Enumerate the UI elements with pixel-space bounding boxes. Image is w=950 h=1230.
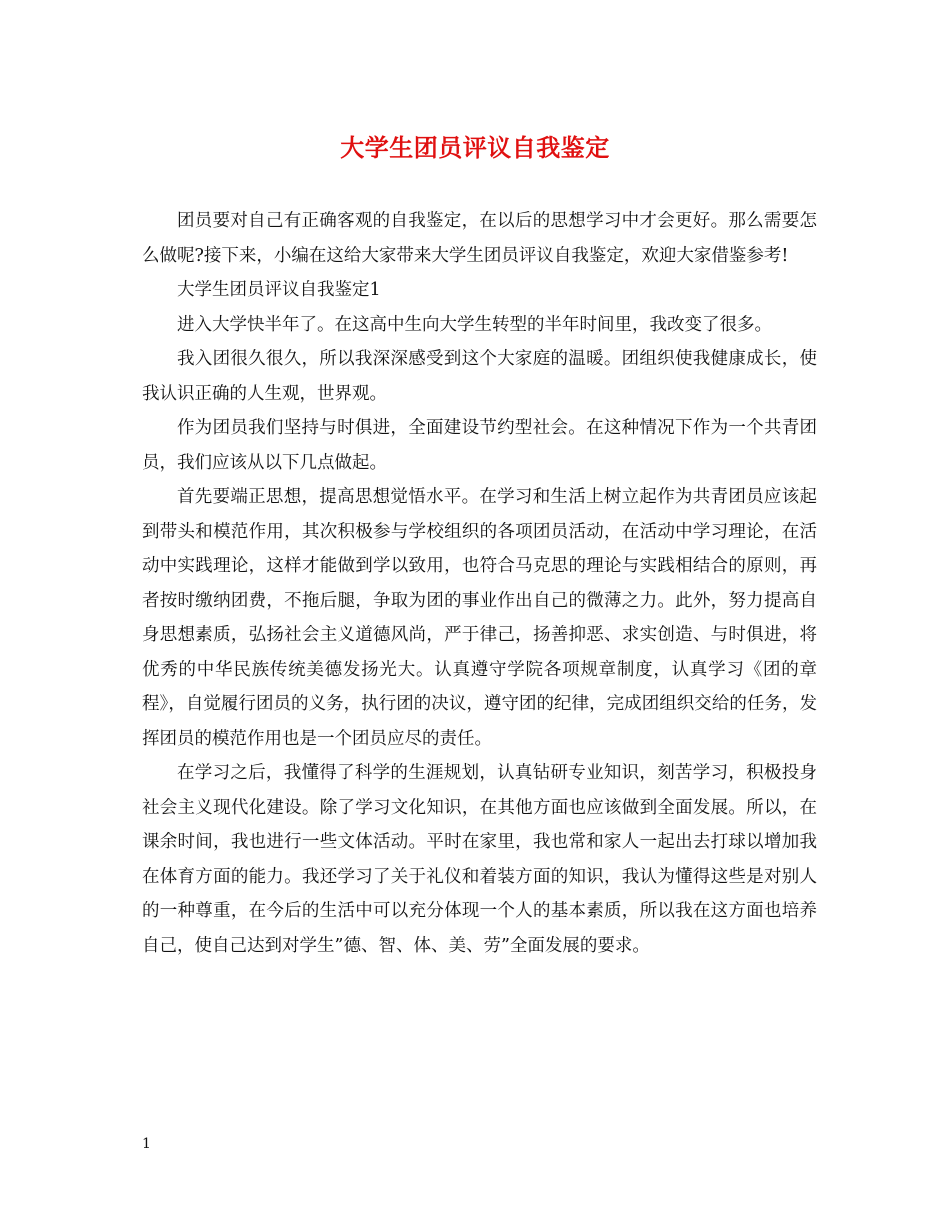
body-paragraph: 首先要端正思想，提高思想觉悟水平。在学习和生活上树立起作为共青团员应该起到带头和模范作用，其次积极参与学校组织的各项团员活动，在活动中学习理论，在活动中实践理论，这样才能做到学以致用，也符合马克思的理论与实践相结合的原则，再者按时缴纳团费，不拖后腿，争取为团的事业作出自己的微薄之力。此外，努力提高自身思想素质，弘扬社会主义道德风尚，严于律己，扬善抑恶、求实创造、与时俱进，将优秀的中华民族传统美德发扬光大。认真遵守学院各项规章制度，认真学习《团的章程》，自觉履行团员的义务，执行团的决议，遵守团的纪律，完成团组织交给的任务，发挥团员的模范作用也是一个团员应尽的责任。 (142, 487, 817, 749)
section-heading: 大学生团员评议自我鉴定1 (177, 280, 381, 300)
document-body (142, 204, 817, 963)
body-paragraph: 在学习之后，我懂得了科学的生涯规划，认真钻研专业知识，刻苦学习，积极投身社会主义现代化建设。除了学习文化知识，在其他方面也应该做到全面发展。所以，在课余时间，我也进行一些文体活动。平时在家里，我也常和家人一起出去打球以增加我在体育方面的能力。我还学习了关于礼仪和着装方面的知识，我认为懂得这些是对别人的一种尊重，在今后的生活中可以充分体现一个人的基本素质，所以我在这方面也培养自己，使自己达到对学生”德、智、体、美、劳”全面发展的要求。 (142, 763, 817, 956)
body-paragraph: 进入大学快半年了。在这高中生向大学生转型的半年时间里，我改变了很多。 (177, 314, 772, 335)
document-title: 大学生团员评议自我鉴定 (340, 133, 610, 162)
page-number: 1 (142, 1136, 151, 1152)
body-paragraph: 作为团员我们坚持与时俱进，全面建设节约型社会。在这种情况下作为一个共青团员，我们应该从以下几点做起。 (142, 418, 817, 473)
body-paragraph: 我入团很久很久，所以我深深感受到这个大家庭的温暖。团组织使我健康成长，使我认识正确的人生观，世界观。 (142, 349, 817, 404)
intro-paragraph: 团员要对自己有正确客观的自我鉴定，在以后的思想学习中才会更好。那么需要怎么做呢?接下来，小编在这给大家带来大学生团员评议自我鉴定，欢迎大家借鉴参考! (142, 211, 817, 266)
